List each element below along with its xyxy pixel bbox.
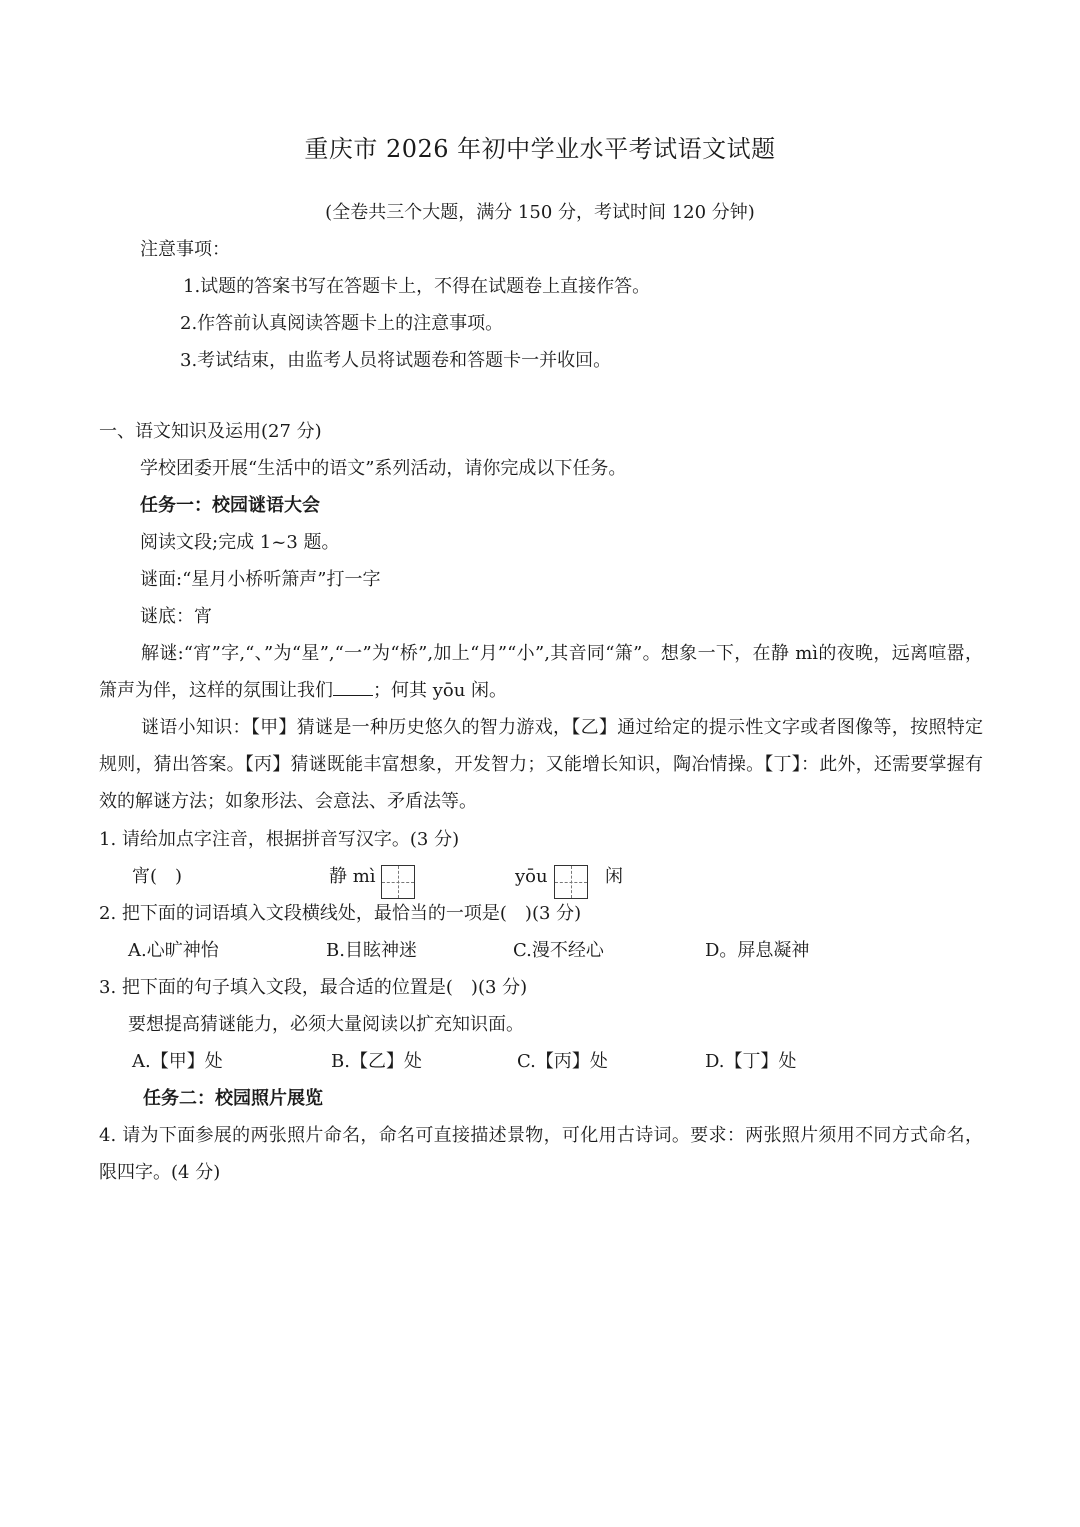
reading-instruction: 阅读文段;完成 1~3 题。 bbox=[140, 532, 340, 553]
q1-stem: 1. 请给加点字注音，根据拼音写汉字。(3 分) bbox=[99, 829, 460, 850]
q2-option-a: A.心旷神怡 bbox=[128, 940, 219, 961]
explanation-text: 解谜:“宵”字,“、”为“星”,“一”为“桥”,加上“月”“小”,其音同“箫”。想象一下，在静 mì的夜晚，远离喧嚣，箫声为伴，这样的氛围让我们 bbox=[99, 643, 983, 701]
q1-item-jing: 静 mì bbox=[329, 866, 376, 887]
q3-option-d: D.【丁】处 bbox=[705, 1051, 797, 1072]
explanation-tail: ；何其 yōu 闲。 bbox=[373, 680, 508, 701]
q3-option-a: A.【甲】处 bbox=[132, 1051, 223, 1072]
riddle-answer: 谜底：宵 bbox=[140, 606, 212, 627]
task2-title: 任务二：校园照片展览 bbox=[143, 1088, 323, 1109]
q2-option-c: C.漫不经心 bbox=[513, 940, 604, 961]
q1-item-xian: 闲 bbox=[605, 866, 623, 887]
note-item-2: 2.作答前认真阅读答题卡上的注意事项。 bbox=[180, 313, 504, 334]
q3-option-b: B.【乙】处 bbox=[331, 1051, 422, 1072]
q2-option-d: D。屏息凝神 bbox=[705, 940, 810, 961]
exam-title: 重庆市 2026 年初中学业水平考试语文试题 bbox=[304, 135, 776, 163]
answer-grid-box bbox=[381, 865, 415, 899]
riddle-knowledge: 谜语小知识：【甲】猜谜是一种历史悠久的智力游戏，【乙】通过给定的提示性文字或者图像等，按照特定规则，猜出答案。【丙】猜谜既能丰富想象，开发智力；又能增长知识，陶冶情操。【丁】：此外，还需要掌握有效的解谜方法；如象形法、会意法、矛盾法等。 bbox=[99, 717, 983, 812]
q1-item-you: yōu bbox=[515, 866, 548, 887]
exam-subtitle: (全卷共三个大题，满分 150 分，考试时间 120 分钟) bbox=[325, 202, 755, 223]
q2-option-b: B.目眩神迷 bbox=[326, 940, 417, 961]
q2-stem: 2. 把下面的词语填入文段横线处，最恰当的一项是( )(3 分) bbox=[99, 903, 582, 924]
note-item-3: 3.考试结束，由监考人员将试题卷和答题卡一并收回。 bbox=[180, 350, 612, 371]
riddle-explanation bbox=[99, 635, 983, 709]
q3-stem: 3. 把下面的句子填入文段，最合适的位置是( )(3 分) bbox=[99, 977, 528, 998]
note-item-1: 1.试题的答案书写在答题卡上，不得在试题卷上直接作答。 bbox=[183, 276, 651, 297]
notes-heading: 注意事项： bbox=[140, 239, 230, 260]
riddle-face: 谜面:“星月小桥听箫声”打一字 bbox=[140, 569, 381, 590]
task1-title: 任务一：校园谜语大会 bbox=[140, 495, 320, 516]
answer-grid-box bbox=[554, 865, 588, 899]
section-intro: 学校团委开展“生活中的语文”系列活动，请你完成以下任务。 bbox=[140, 458, 627, 479]
q4-stem: 4. 请为下面参展的两张照片命名，命名可直接描述景物，可化用古诗词。要求：两张照片须用不同方式命名，限四字。(4 分) bbox=[99, 1125, 983, 1183]
q3-option-c: C.【丙】处 bbox=[517, 1051, 608, 1072]
section-heading: 一、语文知识及运用(27 分) bbox=[99, 421, 322, 442]
fill-blank bbox=[333, 679, 373, 696]
q1-item-xiao: 宵( ) bbox=[132, 866, 183, 887]
q3-sentence: 要想提高猜谜能力，必须大量阅读以扩充知识面。 bbox=[128, 1014, 524, 1035]
